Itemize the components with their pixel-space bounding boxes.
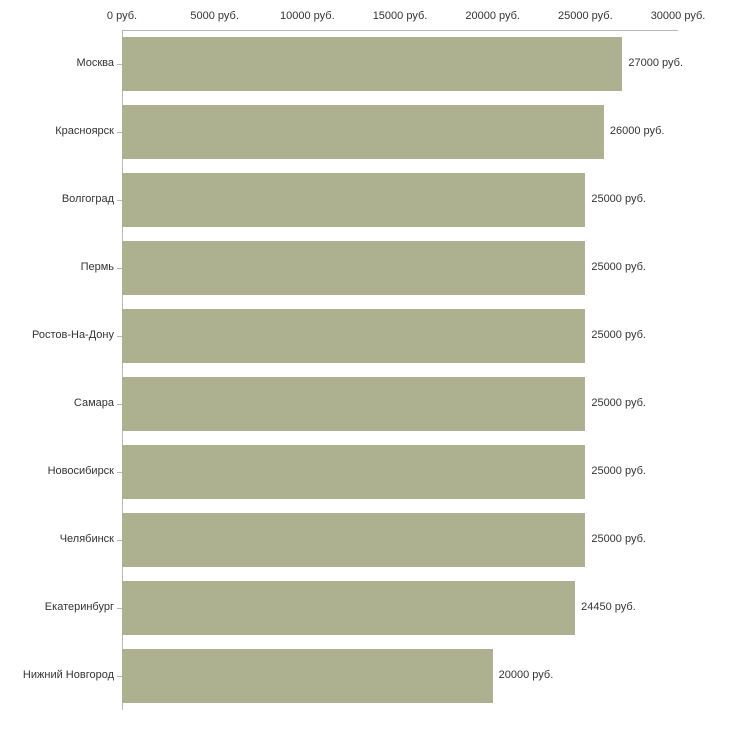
x-tick-label: 10000 руб. xyxy=(280,10,335,22)
category-tick-mark xyxy=(117,404,122,405)
bar[interactable] xyxy=(122,581,575,635)
x-tick-label: 0 руб. xyxy=(106,10,138,22)
category-tick-mark xyxy=(117,64,122,65)
category-label: Ростов-На-Дону xyxy=(31,329,114,341)
category-tick-mark xyxy=(117,472,122,473)
category-tick-mark xyxy=(117,540,122,541)
bar-row xyxy=(122,581,678,635)
bar-value-label: 27000 руб. xyxy=(628,57,684,69)
x-tick-label: 15000 руб. xyxy=(372,10,428,22)
bar-value-label: 25000 руб. xyxy=(591,465,646,477)
bar-row xyxy=(122,377,678,431)
category-tick-mark xyxy=(117,676,122,677)
bar[interactable] xyxy=(122,241,585,295)
bar[interactable] xyxy=(122,445,585,499)
bar-row xyxy=(122,445,678,499)
bar-value-label: 25000 руб. xyxy=(591,261,646,273)
plot-area xyxy=(122,30,684,710)
bar-value-label: 25000 руб. xyxy=(591,329,646,341)
bar-row xyxy=(122,37,684,91)
bar-value-label: 20000 руб. xyxy=(498,669,554,681)
bar-row xyxy=(122,105,678,159)
bar-row xyxy=(122,173,678,227)
bar[interactable] xyxy=(122,173,585,227)
x-tick-label: 25000 руб. xyxy=(558,10,613,22)
category-label: Самара xyxy=(73,397,114,409)
category-label: Волгоград xyxy=(61,193,114,205)
x-tick-label: 20000 руб. xyxy=(465,10,520,22)
category-label: Нижний Новгород xyxy=(22,669,114,681)
category-label: Москва xyxy=(76,57,114,69)
category-label: Екатеринбург xyxy=(44,601,114,613)
bar-row xyxy=(122,309,678,363)
bar[interactable] xyxy=(122,649,493,703)
category-label: Пермь xyxy=(80,261,114,273)
bar-row xyxy=(122,649,678,703)
category-tick-mark xyxy=(117,132,122,133)
category-tick-mark xyxy=(117,268,122,269)
bar[interactable] xyxy=(122,513,585,567)
bar-value-label: 25000 руб. xyxy=(591,533,646,545)
bar[interactable] xyxy=(122,377,585,431)
bar-row xyxy=(122,513,678,567)
category-label: Новосибирск xyxy=(47,465,114,477)
bar-value-label: 25000 руб. xyxy=(591,193,646,205)
category-tick-mark xyxy=(117,200,122,201)
x-tick-label: 5000 руб. xyxy=(190,10,239,22)
bar[interactable] xyxy=(122,309,585,363)
x-tick-label: 30000 руб. xyxy=(650,10,706,22)
bar-value-label: 25000 руб. xyxy=(591,397,646,409)
category-tick-mark xyxy=(117,608,122,609)
bar[interactable] xyxy=(122,105,604,159)
category-label: Красноярск xyxy=(55,125,114,137)
category-label: Челябинск xyxy=(59,533,114,545)
bar[interactable] xyxy=(122,37,622,91)
bar-value-label: 26000 руб. xyxy=(609,125,665,137)
bar-row xyxy=(122,241,678,295)
bar-value-label: 24450 руб. xyxy=(581,601,636,613)
category-tick-mark xyxy=(117,336,122,337)
